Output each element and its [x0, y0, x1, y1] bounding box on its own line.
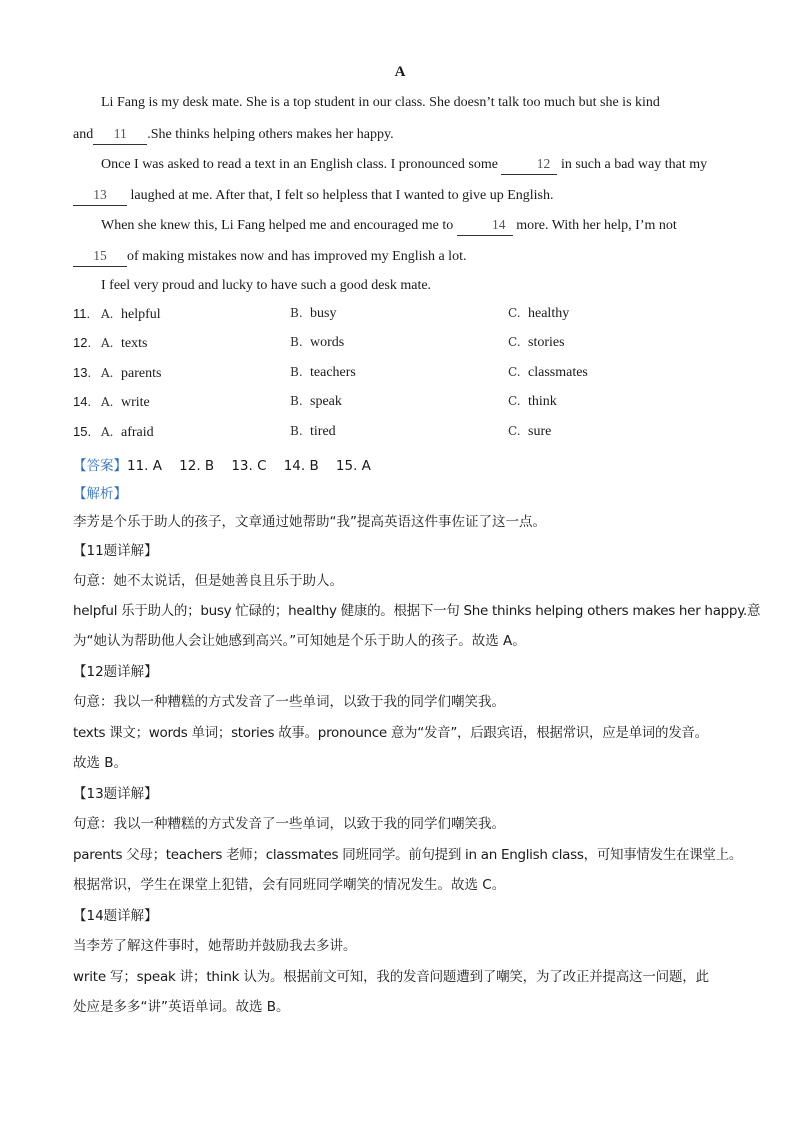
blank-11: 11 — [93, 124, 147, 145]
question-number: 13. — [73, 365, 92, 380]
passage-text: When she knew this, Li Fang helped me and encouraged me to — [101, 218, 457, 233]
passage-text: and — [73, 127, 94, 142]
q12-detail-line: 故选 B。 — [73, 755, 128, 771]
passage-text: more. With her help, I’m not — [512, 218, 677, 233]
option-c: stories — [528, 335, 565, 350]
analysis-label: 【解析】 — [73, 486, 127, 502]
question-15 — [73, 424, 733, 446]
q13-detail-heading: 【13题详解】 — [73, 786, 158, 802]
q14-detail-line: write 写；speak 讲；think 认为。根据前文可知，我的发音问题遭到了嘲笑，为了改正并提高这一问题，此 — [73, 969, 709, 985]
q14-detail-line: 当李芳了解这件事时，她帮助并鼓励我去多讲。 — [73, 938, 357, 954]
option-letter: A. — [101, 366, 114, 380]
option-a: helpful — [121, 307, 161, 322]
passage-text: .She thinks helping others makes her happy. — [147, 127, 394, 142]
question-number: 12. — [73, 335, 92, 350]
option-b: busy — [310, 306, 337, 321]
q14-detail-line: 处应是多多“讲”英语单词。故选 B。 — [73, 999, 290, 1015]
option-letter: B. — [290, 306, 303, 320]
option-letter: C. — [508, 365, 521, 379]
question-12 — [73, 335, 733, 357]
option-letter: B. — [290, 394, 303, 408]
q12-detail-heading: 【12题详解】 — [73, 664, 158, 680]
option-a: write — [121, 395, 150, 410]
answer-label: 【答案】 — [73, 458, 127, 474]
q13-detail-line: parents 父母；teachers 老师；classmates 同班同学。前句提到 in an English class，可知事情发生在课堂上。 — [73, 847, 743, 863]
q13-detail-line: 句意：我以一种糟糕的方式发音了一些单词，以致于我的同学们嘲笑我。 — [73, 816, 505, 832]
question-number: 15. — [73, 424, 92, 439]
q14-detail-heading: 【14题详解】 — [73, 908, 158, 924]
option-b: speak — [310, 394, 342, 409]
passage-line-6 — [73, 246, 733, 267]
option-a: texts — [121, 336, 148, 351]
question-11 — [73, 306, 733, 328]
option-c: sure — [528, 424, 552, 439]
option-letter: C. — [508, 424, 521, 438]
option-letter: A. — [101, 336, 114, 350]
passage-text: Once I was asked to read a text in an English class. I pronounced some — [101, 157, 502, 172]
q11-detail-line: 句意：她不太说话，但是她善良且乐于助人。 — [73, 573, 343, 589]
passage-line-5 — [73, 215, 733, 236]
question-number: 11. — [73, 306, 91, 321]
q13-detail-line: 根据常识，学生在课堂上犯错，会有同班同学嘲笑的情况发生。故选 C。 — [73, 877, 506, 893]
q12-detail-line: 句意：我以一种糟糕的方式发音了一些单词，以致于我的同学们嘲笑我。 — [73, 694, 505, 710]
option-letter: A. — [101, 425, 114, 439]
option-b: teachers — [310, 365, 356, 380]
option-a: afraid — [121, 425, 154, 440]
option-a: parents — [121, 366, 162, 381]
blank-12: 12 — [501, 154, 557, 175]
blank-15: 15 — [73, 246, 127, 267]
answer-text: 11. A 12. B 13. C 14. B 15. A — [127, 458, 371, 474]
passage-line-1: Li Fang is my desk mate. She is a top student in our class. She doesn’t talk too much but she is kind — [101, 95, 660, 110]
q12-detail-line: texts 课文；words 单词；stories 故事。pronounce 意为“发音”，后跟宾语，根据常识，应是单词的发音。 — [73, 725, 708, 741]
passage-line-7: I feel very proud and lucky to have such a good desk mate. — [101, 278, 432, 293]
question-number: 14. — [73, 394, 92, 409]
question-13 — [73, 365, 733, 387]
passage-text: of making mistakes now and has improved my English a lot. — [127, 249, 467, 264]
q11-detail-line: 为“她认为帮助他人会让她感到高兴。”可知她是个乐于助人的孩子。故选 A。 — [73, 633, 526, 649]
passage-title: A — [394, 64, 406, 80]
passage-line-2 — [73, 124, 733, 145]
option-b: tired — [310, 424, 336, 439]
q11-detail-heading: 【11题详解】 — [73, 543, 158, 559]
option-letter: C. — [508, 394, 521, 408]
option-c: healthy — [528, 306, 570, 321]
option-letter: A. — [101, 395, 114, 409]
option-letter: B. — [290, 365, 303, 379]
option-c: classmates — [528, 365, 588, 380]
option-letter: C. — [508, 306, 521, 320]
analysis-intro: 李芳是个乐于助人的孩子，文章通过她帮助“我”提高英语这件事佐证了这一点。 — [73, 514, 546, 530]
q11-detail-line: helpful 乐于助人的；busy 忙碌的；healthy 健康的。根据下一句 She thinks helping others makes her happy.意 — [73, 603, 761, 619]
option-letter: B. — [290, 424, 303, 438]
passage-line-3 — [73, 154, 733, 175]
option-letter: C. — [508, 335, 521, 349]
answer-line — [73, 454, 371, 474]
option-letter: B. — [290, 335, 303, 349]
option-b: words — [310, 335, 345, 350]
blank-13: 13 — [73, 185, 127, 206]
blank-14: 14 — [457, 215, 513, 236]
passage-line-4 — [73, 185, 733, 206]
option-c: think — [528, 394, 557, 409]
passage-text: laughed at me. After that, I felt so helpless that I wanted to give up English. — [127, 188, 554, 203]
question-14 — [73, 394, 733, 416]
passage-text: in such a bad way that my — [557, 157, 708, 172]
option-letter: A. — [101, 307, 114, 321]
